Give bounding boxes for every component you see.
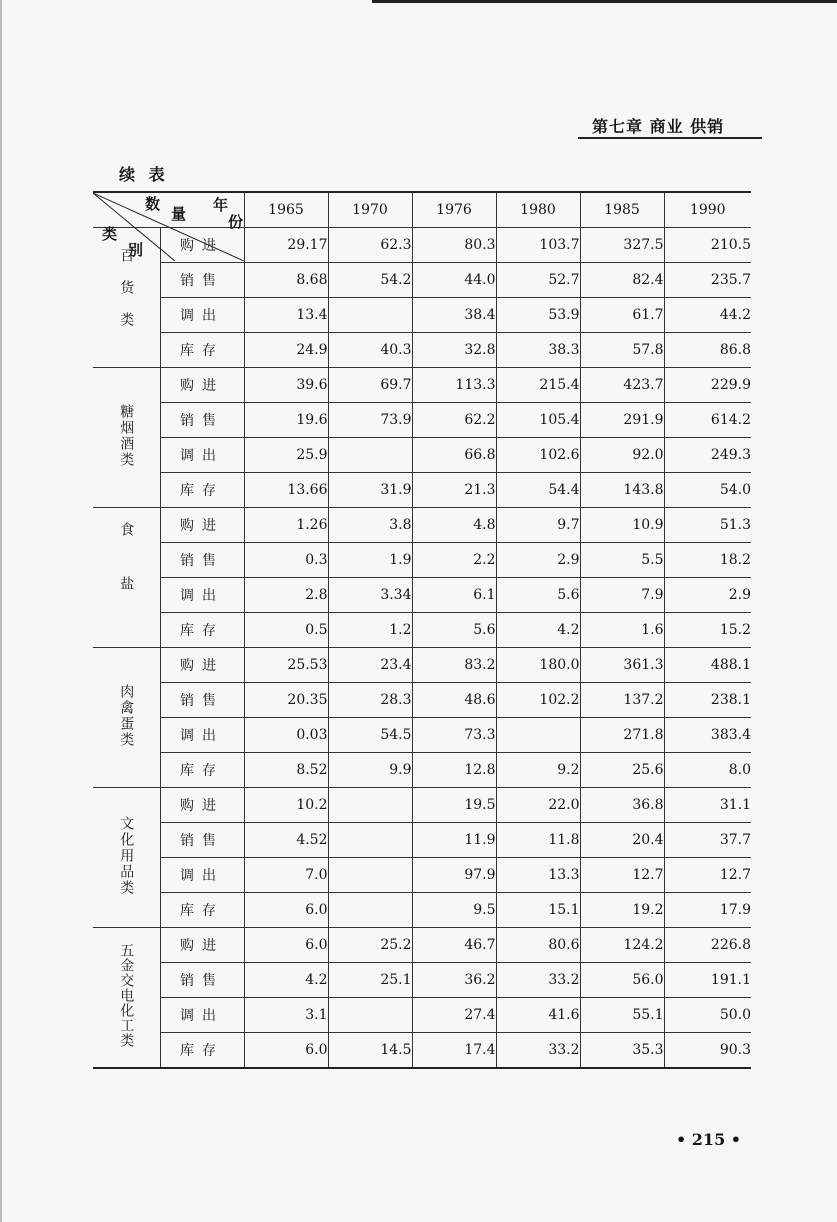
table-row	[93, 508, 751, 543]
value-cell: 10.9	[580, 508, 664, 543]
table-row	[93, 333, 751, 368]
value-cell: 35.3	[580, 1033, 664, 1069]
value-cell: 54.2	[328, 263, 412, 298]
page-edge	[0, 0, 2, 1222]
category-cell	[93, 648, 160, 788]
value-cell: 15.1	[496, 893, 580, 928]
table-row	[93, 613, 751, 648]
value-cell: 25.6	[580, 753, 664, 788]
value-cell: 229.9	[664, 368, 751, 403]
value-cell: 54.4	[496, 473, 580, 508]
item-label: 库存	[160, 613, 244, 648]
value-cell: 19.2	[580, 893, 664, 928]
item-label: 调出	[160, 998, 244, 1033]
value-cell: 2.9	[664, 578, 751, 613]
value-cell	[328, 858, 412, 893]
value-cell: 6.1	[412, 578, 496, 613]
table-row	[93, 543, 751, 578]
table-row	[93, 858, 751, 893]
value-cell: 20.4	[580, 823, 664, 858]
year-header: 1980	[496, 192, 580, 228]
item-label: 购进	[160, 228, 244, 263]
value-cell: 249.3	[664, 438, 751, 473]
value-cell: 50.0	[664, 998, 751, 1033]
value-cell: 124.2	[580, 928, 664, 963]
value-cell: 113.3	[412, 368, 496, 403]
value-cell: 11.8	[496, 823, 580, 858]
value-cell: 0.03	[244, 718, 328, 753]
value-cell: 25.2	[328, 928, 412, 963]
value-cell: 11.9	[412, 823, 496, 858]
value-cell: 4.2	[244, 963, 328, 998]
commodity-table	[93, 191, 751, 1069]
value-cell: 2.9	[496, 543, 580, 578]
value-cell: 52.7	[496, 263, 580, 298]
table-row	[93, 823, 751, 858]
value-cell: 614.2	[664, 403, 751, 438]
value-cell: 73.9	[328, 403, 412, 438]
value-cell: 73.3	[412, 718, 496, 753]
value-cell: 38.4	[412, 298, 496, 333]
value-cell: 90.3	[664, 1033, 751, 1069]
value-cell: 33.2	[496, 963, 580, 998]
value-cell: 6.0	[244, 928, 328, 963]
item-label: 调出	[160, 858, 244, 893]
value-cell: 7.0	[244, 858, 328, 893]
year-header: 1985	[580, 192, 664, 228]
item-label: 库存	[160, 473, 244, 508]
table-row	[93, 753, 751, 788]
value-cell: 19.5	[412, 788, 496, 823]
value-cell: 215.4	[496, 368, 580, 403]
value-cell: 3.34	[328, 578, 412, 613]
table-row	[93, 788, 751, 823]
value-cell: 4.8	[412, 508, 496, 543]
continued-label: 续 表	[119, 165, 169, 184]
value-cell: 80.6	[496, 928, 580, 963]
item-label: 销售	[160, 683, 244, 718]
year-header: 1970	[328, 192, 412, 228]
item-label: 调出	[160, 578, 244, 613]
corner-row-label-2: 别	[128, 241, 144, 259]
value-cell: 180.0	[496, 648, 580, 683]
category-cell	[93, 368, 160, 508]
value-cell: 1.9	[328, 543, 412, 578]
value-cell: 86.8	[664, 333, 751, 368]
value-cell: 28.3	[328, 683, 412, 718]
table-row	[93, 718, 751, 753]
category-cell	[93, 788, 160, 928]
value-cell: 235.7	[664, 263, 751, 298]
value-cell: 102.2	[496, 683, 580, 718]
value-cell: 9.9	[328, 753, 412, 788]
item-label: 调出	[160, 438, 244, 473]
corner-col-label-1: 年	[213, 196, 229, 214]
value-cell: 57.8	[580, 333, 664, 368]
value-cell: 44.2	[664, 298, 751, 333]
value-cell: 53.9	[496, 298, 580, 333]
value-cell: 4.52	[244, 823, 328, 858]
value-cell: 25.53	[244, 648, 328, 683]
value-cell: 210.5	[664, 228, 751, 263]
value-cell: 12.8	[412, 753, 496, 788]
value-cell: 38.3	[496, 333, 580, 368]
table-row	[93, 403, 751, 438]
value-cell: 4.2	[496, 613, 580, 648]
item-label: 购进	[160, 508, 244, 543]
value-cell: 37.7	[664, 823, 751, 858]
value-cell: 291.9	[580, 403, 664, 438]
item-label: 调出	[160, 298, 244, 333]
table-row	[93, 368, 751, 403]
value-cell: 17.4	[412, 1033, 496, 1069]
value-cell: 10.2	[244, 788, 328, 823]
value-cell: 21.3	[412, 473, 496, 508]
value-cell: 191.1	[664, 963, 751, 998]
value-cell: 32.8	[412, 333, 496, 368]
value-cell: 1.2	[328, 613, 412, 648]
value-cell: 271.8	[580, 718, 664, 753]
page-number: • 215 •	[676, 1130, 741, 1149]
value-cell: 423.7	[580, 368, 664, 403]
value-cell: 18.2	[664, 543, 751, 578]
value-cell: 39.6	[244, 368, 328, 403]
chapter-title: 第七章 商业 供销	[592, 117, 725, 136]
value-cell: 25.9	[244, 438, 328, 473]
value-cell: 6.0	[244, 893, 328, 928]
value-cell: 8.0	[664, 753, 751, 788]
value-cell: 0.3	[244, 543, 328, 578]
table-row	[93, 683, 751, 718]
value-cell: 105.4	[496, 403, 580, 438]
value-cell	[328, 823, 412, 858]
item-label: 销售	[160, 403, 244, 438]
value-cell: 3.1	[244, 998, 328, 1033]
table-row	[93, 893, 751, 928]
value-cell: 14.5	[328, 1033, 412, 1069]
value-cell: 31.9	[328, 473, 412, 508]
value-cell: 9.2	[496, 753, 580, 788]
value-cell: 33.2	[496, 1033, 580, 1069]
value-cell: 238.1	[664, 683, 751, 718]
value-cell	[328, 298, 412, 333]
value-cell: 383.4	[664, 718, 751, 753]
value-cell: 83.2	[412, 648, 496, 683]
item-label: 销售	[160, 543, 244, 578]
table-row	[93, 963, 751, 998]
value-cell: 80.3	[412, 228, 496, 263]
value-cell: 103.7	[496, 228, 580, 263]
value-cell: 23.4	[328, 648, 412, 683]
item-label: 调出	[160, 718, 244, 753]
value-cell: 226.8	[664, 928, 751, 963]
corner-col-label-2: 份	[228, 213, 244, 231]
value-cell: 12.7	[580, 858, 664, 893]
value-cell: 61.7	[580, 298, 664, 333]
table-row	[93, 928, 751, 963]
value-cell: 19.6	[244, 403, 328, 438]
value-cell: 137.2	[580, 683, 664, 718]
value-cell: 1.6	[580, 613, 664, 648]
category-cell	[93, 508, 160, 648]
value-cell: 54.0	[664, 473, 751, 508]
value-cell: 13.4	[244, 298, 328, 333]
value-cell: 54.5	[328, 718, 412, 753]
table-row	[93, 648, 751, 683]
value-cell: 143.8	[580, 473, 664, 508]
corner-row-label-1: 类	[102, 225, 118, 243]
value-cell	[496, 718, 580, 753]
value-cell: 97.9	[412, 858, 496, 893]
value-cell: 327.5	[580, 228, 664, 263]
corner-mid-label: 量	[171, 205, 187, 223]
value-cell: 29.17	[244, 228, 328, 263]
value-cell: 7.9	[580, 578, 664, 613]
value-cell: 51.3	[664, 508, 751, 543]
category-name: 糖烟酒类	[118, 403, 135, 468]
value-cell: 5.5	[580, 543, 664, 578]
table-row	[93, 438, 751, 473]
category-cell	[93, 928, 160, 1069]
value-cell: 1.26	[244, 508, 328, 543]
value-cell: 69.7	[328, 368, 412, 403]
value-cell: 46.7	[412, 928, 496, 963]
value-cell: 6.0	[244, 1033, 328, 1069]
table-row	[93, 473, 751, 508]
value-cell: 9.5	[412, 893, 496, 928]
value-cell	[328, 438, 412, 473]
value-cell: 36.8	[580, 788, 664, 823]
value-cell: 56.0	[580, 963, 664, 998]
value-cell: 27.4	[412, 998, 496, 1033]
value-cell: 2.2	[412, 543, 496, 578]
year-header: 1976	[412, 192, 496, 228]
value-cell: 40.3	[328, 333, 412, 368]
item-label: 购进	[160, 928, 244, 963]
value-cell: 20.35	[244, 683, 328, 718]
value-cell	[328, 893, 412, 928]
value-cell: 24.9	[244, 333, 328, 368]
value-cell	[328, 788, 412, 823]
value-cell: 66.8	[412, 438, 496, 473]
item-label: 库存	[160, 1033, 244, 1069]
value-cell: 17.9	[664, 893, 751, 928]
category-name: 食盐	[118, 521, 135, 630]
value-cell: 92.0	[580, 438, 664, 473]
category-name: 文化用品类	[118, 815, 135, 896]
value-cell: 36.2	[412, 963, 496, 998]
value-cell: 25.1	[328, 963, 412, 998]
item-label: 库存	[160, 333, 244, 368]
value-cell: 12.7	[664, 858, 751, 893]
table-row	[93, 263, 751, 298]
value-cell: 15.2	[664, 613, 751, 648]
value-cell: 488.1	[664, 648, 751, 683]
item-label: 购进	[160, 368, 244, 403]
item-label: 销售	[160, 823, 244, 858]
value-cell: 9.7	[496, 508, 580, 543]
item-label: 购进	[160, 648, 244, 683]
category-name: 百货类	[118, 247, 135, 344]
year-header: 1990	[664, 192, 751, 228]
value-cell: 5.6	[496, 578, 580, 613]
value-cell: 2.8	[244, 578, 328, 613]
category-name: 五金交电化工类	[118, 943, 135, 1048]
item-label: 销售	[160, 263, 244, 298]
category-name: 肉禽蛋类	[118, 683, 135, 748]
value-cell: 361.3	[580, 648, 664, 683]
value-cell: 41.6	[496, 998, 580, 1033]
item-label: 购进	[160, 788, 244, 823]
value-cell: 13.66	[244, 473, 328, 508]
value-cell: 3.8	[328, 508, 412, 543]
value-cell: 22.0	[496, 788, 580, 823]
table-row	[93, 1033, 751, 1069]
value-cell	[328, 998, 412, 1033]
year-header: 1965	[244, 192, 328, 228]
top-rule	[372, 0, 837, 3]
value-cell: 55.1	[580, 998, 664, 1033]
value-cell: 62.2	[412, 403, 496, 438]
value-cell: 62.3	[328, 228, 412, 263]
table-row	[93, 998, 751, 1033]
value-cell: 8.68	[244, 263, 328, 298]
value-cell: 8.52	[244, 753, 328, 788]
item-label: 库存	[160, 753, 244, 788]
value-cell: 0.5	[244, 613, 328, 648]
value-cell: 5.6	[412, 613, 496, 648]
table-row	[93, 298, 751, 333]
chapter-rule	[578, 137, 762, 139]
item-label: 销售	[160, 963, 244, 998]
value-cell: 13.3	[496, 858, 580, 893]
table-row	[93, 578, 751, 613]
value-cell: 82.4	[580, 263, 664, 298]
header-row	[93, 192, 751, 228]
value-cell: 31.1	[664, 788, 751, 823]
value-cell: 44.0	[412, 263, 496, 298]
value-cell: 102.6	[496, 438, 580, 473]
value-cell: 48.6	[412, 683, 496, 718]
corner-top-label: 数	[145, 195, 161, 213]
item-label: 库存	[160, 893, 244, 928]
